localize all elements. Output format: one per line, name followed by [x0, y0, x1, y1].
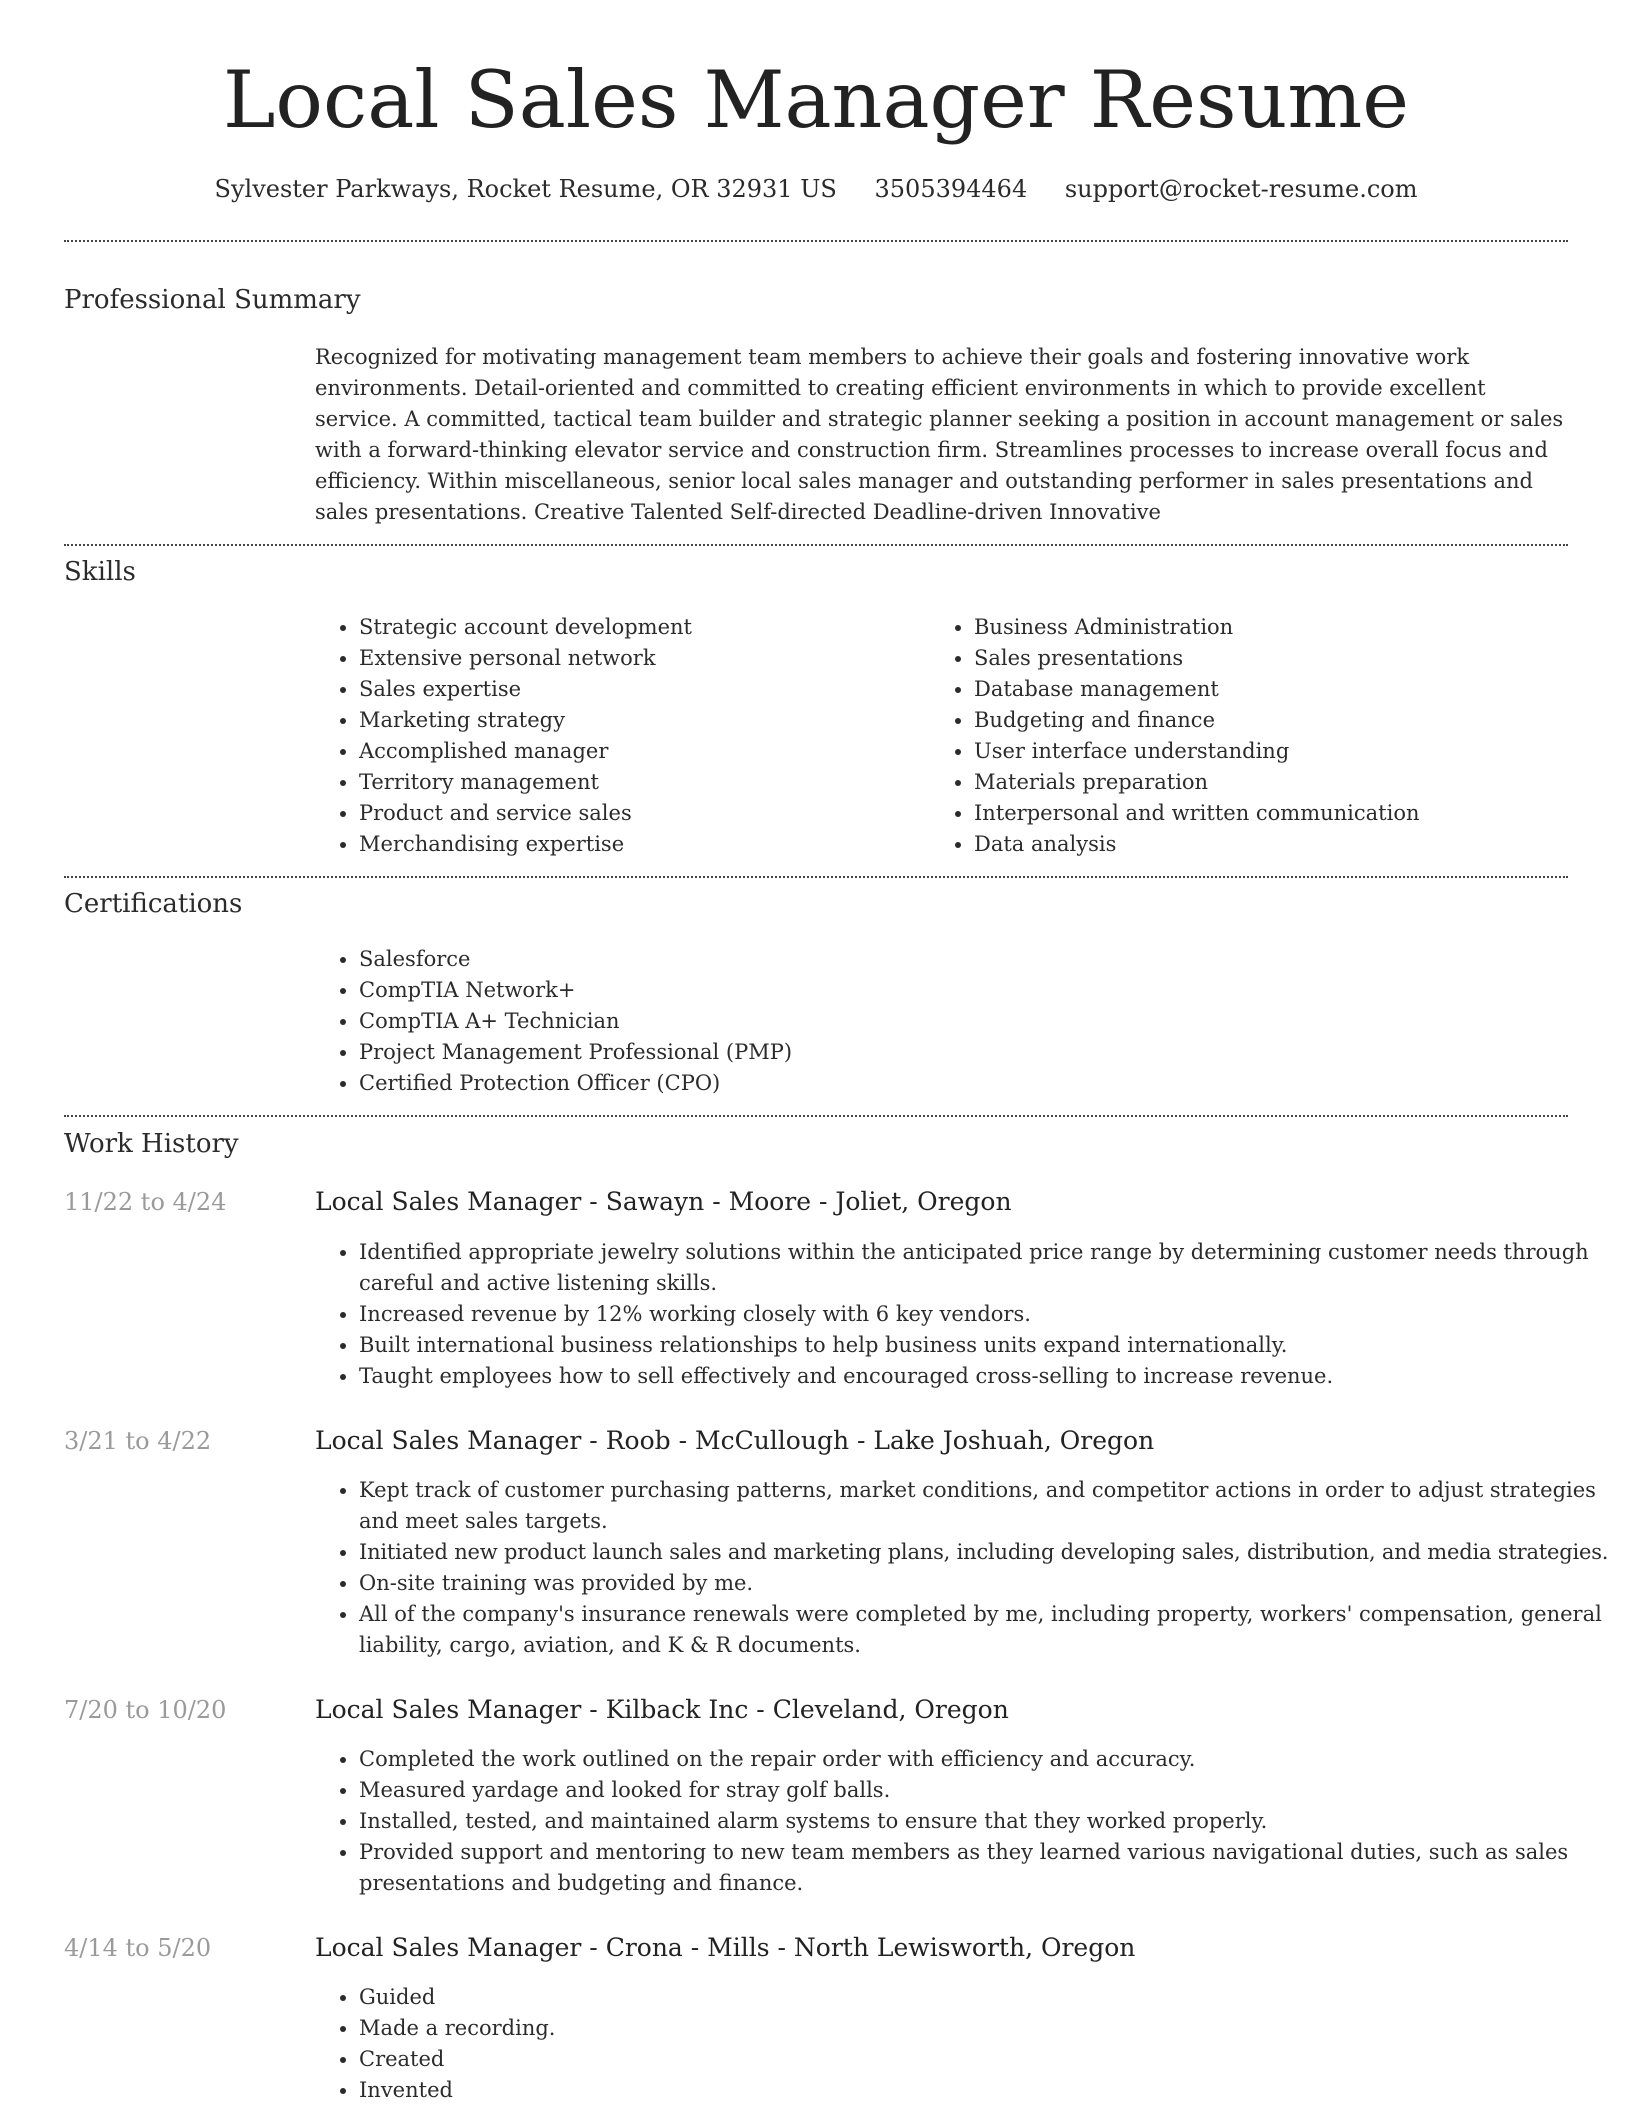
contact-email[interactable]: support@rocket-resume.com	[1064, 175, 1418, 203]
list-item: • Interpersonal and written communication	[974, 798, 1612, 829]
list-item: • Sales expertise	[359, 674, 929, 705]
page-title: Local Sales Manager Resume	[222, 54, 1410, 146]
job-dates: 11/22 to 4/24	[64, 1188, 227, 1216]
list-item: • Product and service sales	[359, 798, 929, 829]
list-item: • CompTIA Network+	[359, 975, 1612, 1006]
list-item: • Installed, tested, and maintained alarm systems to ensure that they worked properly.	[359, 1806, 1612, 1837]
list-item: • Taught employees how to sell effectively and encouraged cross-selling to increase revenue.	[359, 1361, 1612, 1392]
list-item: • Data analysis	[974, 829, 1612, 860]
job-title: Local Sales Manager - Roob - McCullough - Lake Joshuah, Oregon	[315, 1426, 1155, 1455]
job-title: Local Sales Manager - Kilback Inc - Cleveland, Oregon	[315, 1695, 1009, 1724]
list-item: • Salesforce	[359, 944, 1612, 975]
list-item: • Materials preparation	[974, 767, 1612, 798]
list-item: • Identified appropriate jewelry solutions within the anticipated price range by determining customer needs through careful and active listening skills.	[359, 1237, 1612, 1299]
summary-heading: Professional Summary	[64, 285, 361, 315]
list-item: • Accomplished manager	[359, 736, 929, 767]
list-item: • Budgeting and finance	[974, 705, 1612, 736]
certifications-list	[315, 944, 1612, 1099]
list-item: • Increased revenue by 12% working closely with 6 key vendors.	[359, 1299, 1612, 1330]
job-dates: 4/14 to 5/20	[64, 1934, 212, 1962]
list-item: • CompTIA A+ Technician	[359, 1006, 1612, 1037]
list-item: • Merchandising expertise	[359, 829, 929, 860]
list-item: • Built international business relationships to help business units expand internationally.	[359, 1330, 1612, 1361]
list-item: • Invented	[359, 2075, 1612, 2106]
divider	[64, 876, 1568, 878]
list-item: • Extensive personal network	[359, 643, 929, 674]
work-heading: Work History	[64, 1129, 239, 1159]
list-item: • Strategic account development	[359, 612, 929, 643]
list-item: • Measured yardage and looked for stray golf balls.	[359, 1775, 1612, 1806]
contact-phone: 3505394464	[874, 175, 1028, 203]
list-item: • Territory management	[359, 767, 929, 798]
job-bullets	[315, 1237, 1612, 1392]
contact-address: Sylvester Parkways, Rocket Resume, OR 32931 US	[214, 175, 837, 203]
skills-heading: Skills	[64, 557, 136, 587]
list-item: • Business Administration	[974, 612, 1612, 643]
list-item: • Sales presentations	[974, 643, 1612, 674]
list-item: • All of the company's insurance renewals were completed by me, including property, workers' compensation, general liability, cargo, aviation, and K & R documents.	[359, 1599, 1612, 1661]
list-item: • Kept track of customer purchasing patterns, market conditions, and competitor actions in order to adjust strategies and meet sales targets.	[359, 1475, 1612, 1537]
job-bullets	[315, 1475, 1612, 1661]
list-item: • Guided	[359, 1982, 1612, 2013]
list-item: • Certified Protection Officer (CPO)	[359, 1068, 1612, 1099]
job-bullets	[315, 1744, 1612, 1899]
job-title: Local Sales Manager - Sawayn - Moore - Joliet, Oregon	[315, 1187, 1012, 1216]
list-item: • Completed the work outlined on the repair order with efficiency and accuracy.	[359, 1744, 1612, 1775]
list-item: • User interface understanding	[974, 736, 1612, 767]
resume-page	[64, 0, 1609, 2112]
list-item: • Database management	[974, 674, 1612, 705]
job-dates: 3/21 to 4/22	[64, 1427, 212, 1455]
skills-list-right	[930, 612, 1612, 860]
summary-text: Recognized for motivating management team members to achieve their goals and fostering innovative work environments. Detail-oriented and committed to creating efficient environments in which to provide excellent service. A committed, tactical team builder and strategic planner seeking a position in account management or sales with a forward-thinking elevator service and construction firm. Streamlines processes to increase overall focus and efficiency. Within miscellaneous, senior local sales manager and outstanding performer in sales presentations and sales presentations. Creative Talented Self-directed Deadline-driven Innovative	[315, 345, 1564, 524]
list-item: • Marketing strategy	[359, 705, 929, 736]
job-title: Local Sales Manager - Crona - Mills - North Lewisworth, Oregon	[315, 1933, 1136, 1962]
list-item: • Provided support and mentoring to new team members as they learned various navigational duties, such as sales presentations and budgeting and finance.	[359, 1837, 1612, 1899]
job-dates: 7/20 to 10/20	[64, 1696, 227, 1724]
job-bullets	[315, 1982, 1612, 2106]
list-item: • Created	[359, 2044, 1612, 2075]
skills-list-left	[315, 612, 929, 860]
contact-line	[64, 172, 1568, 206]
list-item: • Made a recording.	[359, 2013, 1612, 2044]
divider	[64, 1115, 1568, 1117]
divider	[64, 544, 1568, 546]
list-item: • Initiated new product launch sales and marketing plans, including developing sales, distribution, and media strategies.	[359, 1537, 1612, 1568]
divider	[64, 240, 1568, 242]
certifications-heading: Certifications	[64, 889, 243, 919]
list-item: • Project Management Professional (PMP)	[359, 1037, 1612, 1068]
list-item: • On-site training was provided by me.	[359, 1568, 1612, 1599]
